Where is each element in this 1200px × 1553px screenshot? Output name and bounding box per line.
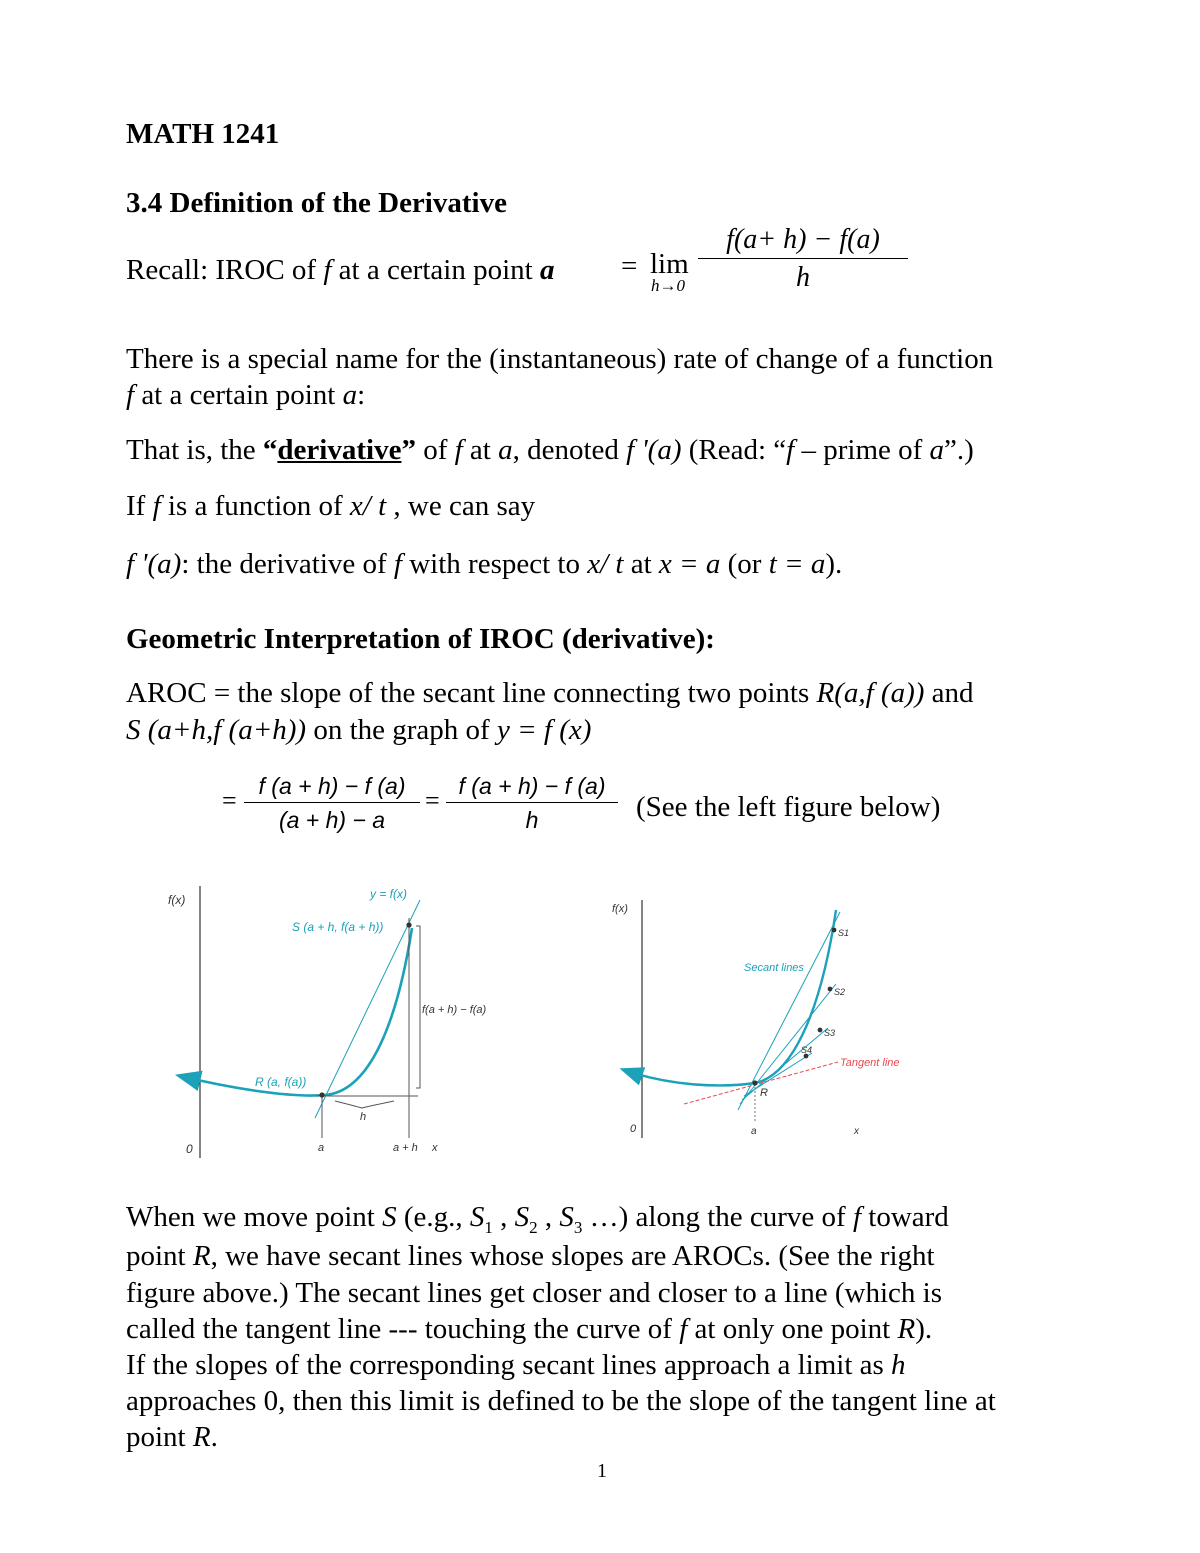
derivative-notation: f '(a) [626, 434, 682, 466]
y-axis-label: f(x) [612, 903, 628, 915]
closing-line4: called the tangent line --- touching the curve of f at only one point R). [126, 1313, 933, 1345]
recall-text: Recall: IROC of f at a certain point a [126, 254, 555, 286]
secant-fraction-2-denominator: h [525, 807, 539, 833]
rise-label: f(a + h) − f(a) [422, 1004, 487, 1016]
run-label: h [360, 1111, 367, 1123]
s2-label: S2 [834, 987, 846, 997]
secant-fraction-1 [244, 770, 420, 837]
equals-sign: = [621, 250, 638, 282]
point-R-label: R (a, f(a)) [255, 1075, 307, 1089]
geometric-heading: Geometric Interpretation of IROC (derivative): [126, 623, 715, 655]
slope-equals-2: = [425, 786, 440, 815]
secant-line-figure [150, 868, 530, 1168]
limit-subscript: h→0 [651, 276, 685, 295]
closing-line3: figure above.) The secant lines get closer and closer to a line (which is [126, 1277, 943, 1309]
point-R [752, 1080, 757, 1085]
x-axis-label: x [432, 1142, 438, 1154]
rise-bracket [416, 926, 420, 1088]
x-tick-a-plus-h: a + h [393, 1142, 418, 1154]
x-axis-label: x [854, 1126, 859, 1137]
section-title: 3.4 Definition of the Derivative [126, 187, 507, 219]
point-S-label: S (a + h, f(a + h)) [292, 920, 384, 934]
closing-line2: point R, we have secant lines whose slopes are AROCs. (See the right [126, 1240, 935, 1272]
point-R-label: R [760, 1087, 768, 1099]
x-tick-a: a [751, 1126, 757, 1137]
point-S3 [818, 1028, 823, 1033]
point-S1 [832, 928, 837, 933]
point-R [319, 1092, 324, 1097]
secant-line-1 [738, 912, 840, 1110]
y-axis-label: f(x) [168, 893, 186, 907]
derivative-wrt-line: f '(a): the derivative of f with respect to x/ t at x = a (or t = a). [126, 548, 843, 580]
page-number: 1 [597, 1460, 607, 1482]
slope-equals-1: = [222, 786, 237, 815]
aroc-line1: AROC = the slope of the secant line connecting two points R(a,f (a)) and [126, 677, 974, 709]
secant-fraction-1-numerator: f (a + h) − f (a) [258, 773, 406, 799]
function-curve [180, 928, 412, 1096]
run-brace [335, 1101, 394, 1108]
limit-operator: lim [650, 248, 689, 280]
s1-label: S1 [838, 928, 850, 938]
secant-fraction-2-numerator: f (a + h) − f (a) [458, 773, 606, 799]
curve-label: y = f(x) [370, 887, 408, 901]
secant-line-4 [744, 1053, 812, 1096]
s3-label: S3 [824, 1028, 836, 1038]
derivative-definition: That is, the “derivative” of f at a, denoted f '(a) (Read: “f – prime of a”.) [126, 434, 974, 466]
special-name-line2: f at a certain point a: [126, 379, 366, 411]
see-left-figure-note: (See the left figure below) [636, 791, 941, 823]
function-curve [624, 910, 836, 1085]
origin-label: 0 [186, 1142, 193, 1156]
aroc-line2: S (a+h,f (a+h)) on the graph of y = f (x) [126, 714, 592, 746]
tangent-line-label: Tangent line [840, 1057, 900, 1069]
x-tick-a: a [318, 1142, 325, 1154]
secant-lines-label: Secant lines [744, 962, 804, 974]
tangent-line-figure [600, 888, 930, 1150]
s4-label: S4 [801, 1045, 813, 1055]
origin-label: 0 [630, 1123, 637, 1135]
limit-fraction [698, 222, 908, 297]
course-title: MATH 1241 [126, 118, 280, 150]
closing-line6: approaches 0, then this limit is defined to be the slope of the tangent line at [126, 1385, 996, 1417]
function-of-line: If f is a function of x/ t , we can say [126, 490, 536, 522]
closing-line1: When we move point S (e.g., $S_1$ , $S_2$ , $S_3$ …) along the curve of f toward [126, 1201, 949, 1237]
secant-fraction-1-denominator: (a + h) − a [278, 807, 386, 833]
closing-line7: point R. [126, 1421, 218, 1453]
special-name-line1: There is a special name for the (instantaneous) rate of change of a function [126, 343, 994, 375]
point-S [406, 922, 411, 927]
limit-denominator: h [796, 262, 810, 293]
closing-line5: If the slopes of the corresponding secant lines approach a limit as h [126, 1349, 906, 1381]
secant-line-2 [740, 984, 836, 1104]
derivative-keyword: derivative [277, 434, 402, 466]
point-S2 [828, 987, 833, 992]
limit-numerator: f(a+ h) − f(a) [726, 224, 880, 255]
secant-fraction-2 [446, 770, 618, 837]
